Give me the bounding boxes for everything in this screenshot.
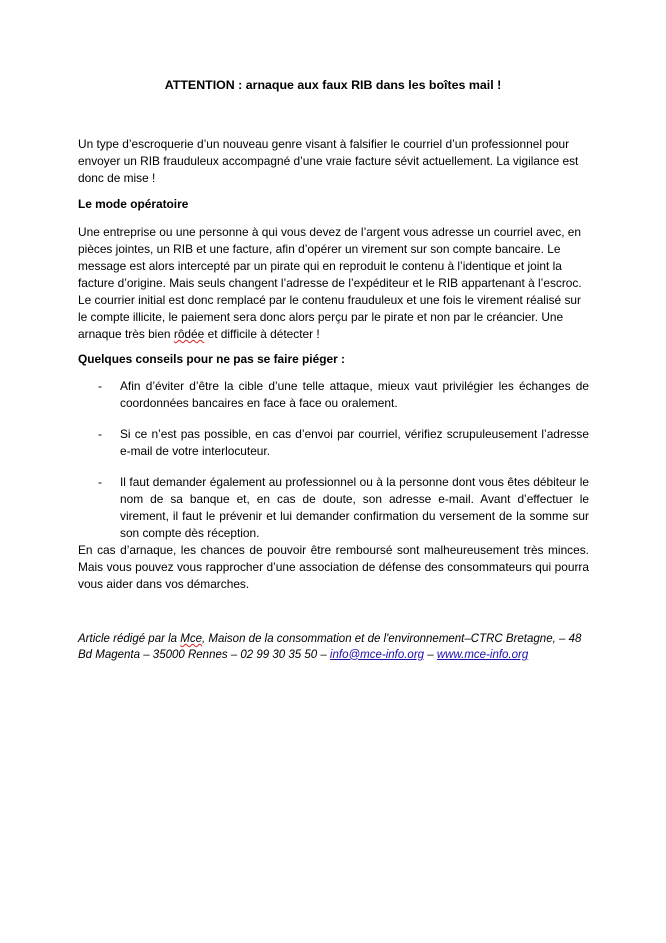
tips-list (78, 378, 589, 556)
bullet-dash: - (98, 427, 102, 441)
footer-prefix: Article rédigé par la (78, 633, 181, 645)
tip-item (78, 426, 589, 460)
footer-org-abbr: Mce (180, 633, 203, 645)
tip-item (78, 474, 589, 542)
intro-paragraph: Un type d’escroquerie d’un nouveau genre visant à falsifier le courriel d’un professionnel pour envoyer un RIB frauduleux accompagné d’une vraie facture sévit actuellement. La vigilance est donc de mise ! (78, 137, 579, 185)
mode-operatoire-text-part-1: Une entreprise ou une personne à qui vous devez de l’argent vous adresse un courriel avec, en pièces jointes, un RIB et une facture, afin d’opérer un virement sur son compte bancaire. Le message est alors intercepté par un pirate qui en reproduit le contenu à l’identique et joint la facture d’origine. Mais seuls changent l’adresse de l’expéditeur et le RIB appartenant à l’escroc. Le courrier initial est donc remplacé par le contenu frauduleux et une fois le virement réalisé sur le compte illicite, le paiement sera donc alors perçu par le pirate et non par le créancier. Une arnaque très bien (78, 225, 582, 341)
footer-separator: – (424, 648, 437, 661)
mode-operatoire-text-part-2: et difficile à détecter ! (204, 327, 320, 341)
mode-operatoire-paragraph (78, 224, 589, 343)
section-heading-conseils: Quelques conseils pour ne pas se faire piéger : (78, 352, 345, 366)
website-link[interactable]: www.mce-info.org (436, 648, 529, 661)
tip-text: Il faut demander également au professionnel ou à la personne dont vous êtes débiteur le nom de sa banque et, en cas de doute, son adresse e-mail. Avant d’effectuer le virement, il faut le prévenir et lui demander confirmation du versement de la somme sur son compte dès réception. (120, 475, 589, 540)
spellcheck-flagged-word: rôdée (173, 327, 205, 341)
article-footer (78, 632, 589, 663)
document-title: ATTENTION : arnaque aux faux RIB dans les boîtes mail ! (164, 78, 502, 92)
tip-item (78, 378, 589, 412)
bullet-dash: - (98, 475, 102, 489)
tip-text: Si ce n’est pas possible, en cas d’envoi par courriel, vérifiez scrupuleusement l’adresse e-mail de votre interlocuteur. (120, 427, 589, 458)
conclusion-paragraph: En cas d’arnaque, les chances de pouvoir être remboursé sont malheureusement très minces. Mais vous pouvez vous rapprocher d’une association de défense des consommateurs qui pourra vous aider dans vos démarches. (78, 543, 589, 591)
email-link[interactable]: info@mce-info.org (329, 648, 425, 661)
footer-address: , Maison de la consommation et de l'environnement–CTRC Bretagne, – 48 Bd Magenta – 35000 Rennes – 02 99 30 35 50 – (78, 633, 582, 661)
bullet-dash: - (98, 379, 102, 393)
tip-text: Afin d’éviter d’être la cible d’une telle attaque, mieux vaut privilégier les échanges de coordonnées bancaires en face à face ou oralement. (120, 379, 589, 410)
section-heading-mode-operatoire: Le mode opératoire (78, 197, 189, 211)
